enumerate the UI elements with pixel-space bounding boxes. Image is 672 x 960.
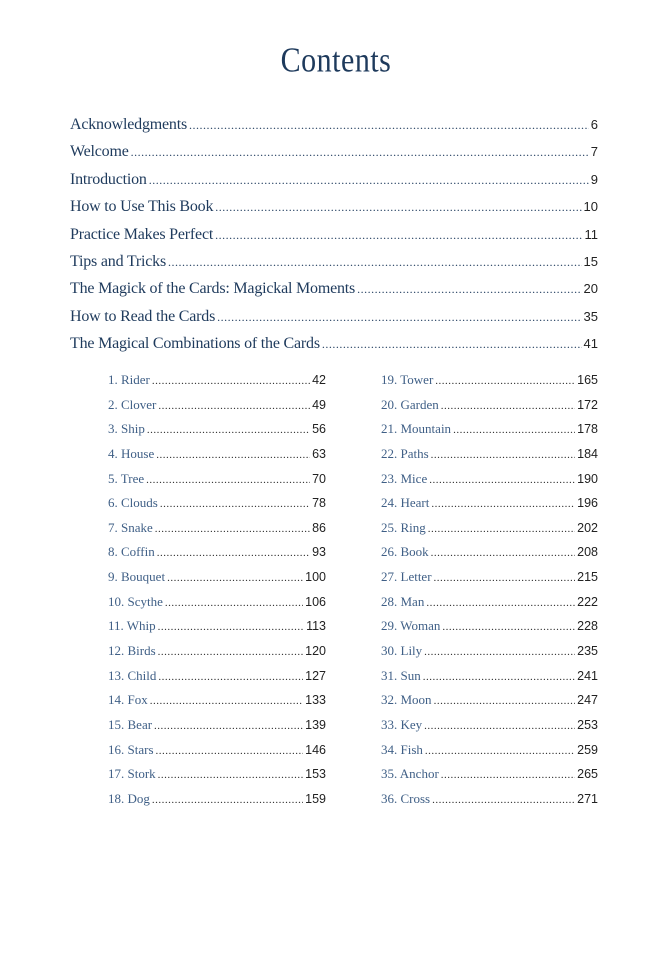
toc-entry[interactable] xyxy=(70,171,598,198)
toc-entry-label: The Magical Combinations of the Cards xyxy=(70,335,320,353)
dot-leader xyxy=(428,523,575,535)
toc-entry[interactable] xyxy=(70,308,598,335)
dot-leader xyxy=(453,424,575,436)
dot-leader xyxy=(441,400,575,412)
card-entry-page: 271 xyxy=(577,791,598,806)
toc-entry[interactable] xyxy=(70,143,598,170)
card-entry-page: 159 xyxy=(305,791,326,806)
dot-leader xyxy=(322,337,582,352)
toc-entry[interactable] xyxy=(70,253,598,280)
card-entry-label: 15. Bear xyxy=(108,716,153,732)
dot-leader xyxy=(168,255,582,270)
card-entry[interactable] xyxy=(381,520,598,545)
card-entry-label: 28. Man xyxy=(381,593,425,609)
dot-leader xyxy=(131,145,589,160)
card-entry-page: 93 xyxy=(312,545,326,560)
card-entry[interactable] xyxy=(381,471,598,496)
card-entry-label: 18. Dog xyxy=(108,790,150,806)
toc-entry-page: 15 xyxy=(583,253,598,269)
card-entry[interactable] xyxy=(108,569,326,594)
card-entry-label: 4. House xyxy=(108,445,155,461)
card-entry-label: 20. Garden xyxy=(381,396,439,412)
card-entry[interactable] xyxy=(381,791,598,816)
cards-list-left xyxy=(108,372,326,816)
card-entry-label: 10. Scythe xyxy=(108,593,163,609)
card-entry-page: 56 xyxy=(312,422,326,437)
card-entry-label: 25. Ring xyxy=(381,519,426,535)
dot-leader xyxy=(434,695,576,707)
card-entry[interactable] xyxy=(381,495,598,520)
dot-leader xyxy=(426,597,575,609)
card-entry-page: 113 xyxy=(306,619,326,634)
toc-entry-label: The Magick of the Cards: Magickal Moments xyxy=(70,280,356,298)
card-entry-label: 9. Bouquet xyxy=(108,569,166,585)
dot-leader xyxy=(149,173,589,188)
dot-leader xyxy=(215,228,582,243)
card-entry-label: 33. Key xyxy=(381,716,423,732)
dot-leader xyxy=(423,671,575,683)
card-entry-page: 153 xyxy=(305,767,326,782)
card-entry-label: 36. Cross xyxy=(381,790,431,806)
dot-leader xyxy=(165,597,303,609)
card-entry[interactable] xyxy=(108,446,326,471)
dot-leader xyxy=(167,572,303,584)
card-entry-page: 42 xyxy=(312,373,326,387)
card-entry[interactable] xyxy=(108,421,326,446)
dot-leader xyxy=(158,400,310,412)
card-entry-label: 29. Woman xyxy=(381,618,441,634)
dot-leader xyxy=(424,720,575,732)
card-entry-label: 35. Anchor xyxy=(381,766,439,782)
card-entry-label: 14. Fox xyxy=(108,692,148,708)
card-entry-label: 21. Mountain xyxy=(381,421,452,437)
dot-leader xyxy=(150,695,303,707)
card-entry[interactable] xyxy=(108,692,326,717)
dot-leader xyxy=(158,671,303,683)
card-entry-label: 17. Stork xyxy=(108,766,156,782)
dot-leader xyxy=(432,794,575,806)
toc-entry-page: 20 xyxy=(583,281,598,297)
card-entry-page: 127 xyxy=(305,668,326,683)
card-entry-label: 24. Heart xyxy=(381,495,430,511)
dot-leader xyxy=(434,572,576,584)
card-entry-label: 6. Clouds xyxy=(108,495,158,511)
main-toc xyxy=(70,116,598,363)
toc-entry-page: 6 xyxy=(590,117,598,132)
card-entry-page: 146 xyxy=(305,742,326,757)
card-entry-page: 78 xyxy=(312,496,326,511)
card-entry-label: 7. Snake xyxy=(108,519,153,535)
dot-leader xyxy=(156,449,310,461)
card-entry-label: 34. Fish xyxy=(381,741,423,757)
cards-list-right xyxy=(381,372,598,816)
toc-entry-page: 9 xyxy=(590,171,598,187)
card-entry[interactable] xyxy=(108,544,326,569)
toc-entry[interactable] xyxy=(70,280,598,307)
card-entry-label: 32. Moon xyxy=(381,692,432,708)
card-entry[interactable] xyxy=(108,717,326,742)
card-entry[interactable] xyxy=(381,742,598,767)
dot-leader xyxy=(215,200,581,215)
card-entry[interactable] xyxy=(381,766,598,791)
card-entry[interactable] xyxy=(108,471,326,496)
toc-entry-label: How to Use This Book xyxy=(70,198,214,216)
card-entry-page: 165 xyxy=(577,373,598,387)
card-entry-page: 253 xyxy=(577,717,598,732)
card-entry[interactable] xyxy=(108,766,326,791)
dot-leader xyxy=(357,282,581,297)
dot-leader xyxy=(156,745,304,757)
toc-entry-label: Practice Makes Perfect xyxy=(70,225,214,243)
toc-entry-label: Acknowledgments xyxy=(70,116,187,133)
card-entry-label: 2. Clover xyxy=(108,396,157,412)
card-entry-page: 178 xyxy=(577,422,598,437)
card-entry-label: 27. Letter xyxy=(381,569,432,585)
card-entry[interactable] xyxy=(381,569,598,594)
card-entry-page: 86 xyxy=(312,520,326,535)
dot-leader xyxy=(442,621,575,633)
card-entry[interactable] xyxy=(108,742,326,767)
card-entry-label: 23. Mice xyxy=(381,470,428,486)
card-entry-page: 139 xyxy=(305,717,326,732)
card-entry[interactable] xyxy=(381,643,598,668)
card-entry[interactable] xyxy=(381,446,598,471)
toc-entry-page: 41 xyxy=(583,336,598,352)
card-entry-label: 11. Whip xyxy=(108,618,156,634)
dot-leader xyxy=(154,720,303,732)
card-entry-page: 63 xyxy=(312,446,326,461)
card-entry[interactable] xyxy=(381,717,598,742)
dot-leader xyxy=(146,474,310,486)
card-entry-page: 172 xyxy=(577,397,598,412)
card-entry-page: 190 xyxy=(577,471,598,486)
card-entry-page: 70 xyxy=(312,471,326,486)
card-entry[interactable] xyxy=(108,495,326,520)
card-entry-page: 106 xyxy=(305,594,326,609)
dot-leader xyxy=(425,745,575,757)
card-entry[interactable] xyxy=(381,692,598,717)
toc-entry-label: Welcome xyxy=(70,143,129,161)
dot-leader xyxy=(152,375,310,387)
card-entry-page: 247 xyxy=(577,693,598,708)
card-entry[interactable] xyxy=(381,421,598,446)
card-entry[interactable] xyxy=(381,544,598,569)
card-entry[interactable] xyxy=(381,594,598,619)
card-entry-label: 30. Lily xyxy=(381,643,423,659)
toc-entry-page: 7 xyxy=(590,144,598,160)
toc-entry-page: 35 xyxy=(583,308,598,324)
card-entry-page: 259 xyxy=(577,742,598,757)
toc-entry-label: How to Read the Cards xyxy=(70,307,216,325)
card-entry-page: 215 xyxy=(577,570,598,585)
dot-leader xyxy=(160,498,310,510)
card-entry-page: 202 xyxy=(577,520,598,535)
card-entry-label: 5. Tree xyxy=(108,470,145,486)
card-entry-label: 22. Paths xyxy=(381,445,429,461)
card-entry[interactable] xyxy=(108,643,326,668)
toc-entry[interactable] xyxy=(70,335,598,362)
dot-leader xyxy=(155,523,310,535)
toc-entry-page: 11 xyxy=(584,226,598,242)
dot-leader xyxy=(441,769,575,781)
card-entry-page: 49 xyxy=(312,397,326,412)
card-entry-page: 184 xyxy=(577,446,598,461)
card-entry[interactable] xyxy=(108,668,326,693)
card-entry-page: 133 xyxy=(305,693,326,708)
card-entry-page: 265 xyxy=(577,767,598,782)
dot-leader xyxy=(189,118,589,133)
dot-leader xyxy=(147,424,310,436)
card-entry[interactable] xyxy=(108,520,326,545)
card-entry-page: 235 xyxy=(577,644,598,659)
card-entry[interactable] xyxy=(108,372,326,397)
card-entry-label: 31. Sun xyxy=(381,667,421,683)
dot-leader xyxy=(152,794,303,806)
card-entry[interactable] xyxy=(108,397,326,422)
toc-entry[interactable] xyxy=(70,226,598,253)
card-entry-page: 228 xyxy=(577,619,598,634)
card-entry-label: 8. Coffin xyxy=(108,544,155,560)
card-entry-label: 26. Book xyxy=(381,544,429,560)
dot-leader xyxy=(424,646,575,658)
card-entry-label: 12. Birds xyxy=(108,643,156,659)
card-entry-page: 222 xyxy=(577,594,598,609)
toc-entry-page: 10 xyxy=(583,199,598,215)
page-title: Contents xyxy=(280,41,392,80)
card-entry-label: 16. Stars xyxy=(108,741,154,757)
card-entry-label: 19. Tower xyxy=(381,372,434,387)
toc-entry[interactable] xyxy=(70,198,598,225)
card-entry[interactable] xyxy=(108,618,326,643)
dot-leader xyxy=(158,621,304,633)
dot-leader xyxy=(217,310,581,325)
card-entry-page: 208 xyxy=(577,545,598,560)
card-entry-page: 120 xyxy=(305,644,326,659)
card-entry-label: 3. Ship xyxy=(108,421,145,437)
card-entry-page: 196 xyxy=(577,496,598,511)
card-entry-label: 1. Rider xyxy=(108,372,150,387)
dot-leader xyxy=(435,375,575,387)
card-entry[interactable] xyxy=(381,397,598,422)
card-entry-page: 241 xyxy=(577,668,598,683)
dot-leader xyxy=(158,769,303,781)
toc-entry-label: Tips and Tricks xyxy=(70,252,167,270)
card-entry[interactable] xyxy=(381,372,598,397)
card-entry-label: 13. Child xyxy=(108,667,157,683)
dot-leader xyxy=(429,474,575,486)
card-entry-page: 100 xyxy=(305,570,326,585)
card-entry[interactable] xyxy=(108,594,326,619)
dot-leader xyxy=(431,547,575,559)
card-entry[interactable] xyxy=(381,618,598,643)
card-entry[interactable] xyxy=(381,668,598,693)
dot-leader xyxy=(157,547,310,559)
dot-leader xyxy=(431,449,575,461)
toc-entry-label: Introduction xyxy=(70,170,147,188)
dot-leader xyxy=(431,498,575,510)
toc-entry[interactable] xyxy=(70,116,598,143)
dot-leader xyxy=(158,646,303,658)
card-entry[interactable] xyxy=(108,791,326,816)
